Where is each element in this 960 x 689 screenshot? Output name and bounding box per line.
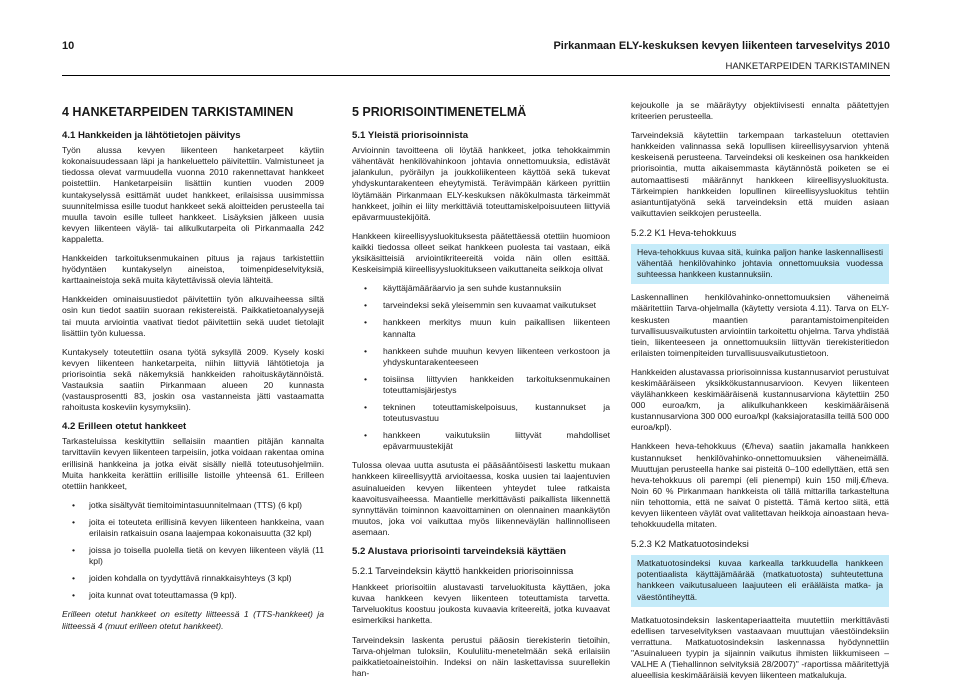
heading-5-2: 5.2 Alustava priorisointi tarveindeksiä käyttäen (352, 546, 566, 557)
heading-5-2-2: 5.2.2 K1 Heva-tehokkuus (631, 226, 737, 238)
heading-4-1: 4.1 Hankkeiden ja lähtötietojen päivitys (62, 130, 241, 142)
document-title: Pirkanmaan ELY-keskuksen kevyen liikenteen tarveselvitys 2010 (553, 40, 890, 52)
list-item: • käyttäjämääräarvio ja sen suhde kustannuksiin (383, 283, 610, 294)
paragraph: Laskennallinen henkilövahinko-onnettomuuksien väheneimä määritettiin Tarva-ohjelmalla (käytetty versiota 4.11). Tarva on ELY-keskusten maantien parantamistoimenpiteiden turvallisuusvaikutusten arviointiin tarkoitettu ohjelma. Tarva yhdistää tiein, liikenteeseen ja onnettomuuksiin liittyvän tierekisteritiedon erilaisten toimenpiteiden turvallisuusvaikutustietoon. (631, 292, 889, 358)
paragraph: Tarveindeksiä käytettiin tarkempaan tarkasteluun otettavien hankkeiden valinnassa sekä lopullisen kiireellisyysarvion yhtenä keskeisenä perusteena. Tarveindeksi oli keskeinen osa hankkeiden priorisointia, mutta aikaisemmasta käytännöstä poiketen se ei automaattisesti määrännyt hankkeen kiireellisyysluokitusta. Tärkeimpien hankkeiden lopullinen kiireellisyysluokitus tehtiin asiantuntijatyönä sekä tarveindeksin että muiden asiaan vaikuttavien seikkojen perusteella. (631, 130, 889, 218)
list-item: • hankkeen merkitys muun kuin paikallisen liikenteen kannalta (383, 317, 610, 339)
list-item: • hankkeen vaikutuksiin liittyvät mahdolliset epävarmuustekijät (383, 430, 610, 452)
page-number: 10 (62, 40, 75, 52)
paragraph: Hankkeiden tarkoituksenmukainen pituus ja rajaus tarkistettiin hyödyntäen kuntakyselyn aineistoa, toimenpideselvityksiä, karttaaineistoja sekä muita käytettävissä olevia lähteitä. (62, 253, 324, 286)
list-item: • toisiinsa liittyvien hankkeiden tarkoituksenmukainen toteuttamisjärjestys (383, 374, 610, 396)
list-item: • joissa jo toisella puolella tietä on kevyen liikenteen väylä (11 kpl) (89, 545, 324, 567)
paragraph: Hankkeen heva-tehokkuus (€/heva) saatiin jakamalla hankkeen kustannukset henkilövahinko-onnettomuuksien väheneimällä. Muuttujan perusteella hanke sai pisteitä 0–100 edellyttäen, että sen heva-tehokkuus oli parempi (eli pienempi) kuin 150 milj.€/heva. Noin 60 % Pirkanmaan hankkeista oli tällä mittarilla tarkasteltuna niin tehottomia, että ne saivat 0 pistettä. Tämä kertoo siitä, että kevyen liikenteen väylät ovat valitettavan heikkoja ainoastaan heva-tehokkuudella mitaten. (631, 441, 889, 530)
paragraph: kejoukolle ja se määräytyy objektiivisesti ennalta päätettyjen kriteerien perusteella. (631, 100, 889, 122)
heading-5-2-1: 5.2.1 Tarveindeksin käyttö hankkeiden priorisoinnissa (352, 565, 574, 577)
list-item: • joita ei toteuteta erillisinä kevyen liikenteen hankkeina, vaan erilaisin ratkaisuin osana laajempaa kokonaisuutta (32 kpl) (89, 517, 324, 539)
column-middle (352, 100, 610, 687)
heading-chapter-5: 5 PRIORISOINTIMENETELMÄ (352, 105, 527, 119)
paragraph: Hankkeen kiireellisyysluokituksesta päätettäessä otettiin huomioon kaikki tiedossa olleet seikat hankkeen puolesta tai vastaan, eikä yksikäsitteisiä arviointikriteereitä voida näin ollen esittää. Keskeisimpiä kiireellisyysluokitukseen vaikuttaneita seikkoja olivat (352, 230, 610, 275)
paragraph: Työn alussa kevyen liikenteen hanketarpeet käytiin kokonaisuudessaan läpi ja hankeluettelo päivitettiin. Valmistuneet ja tiedossa olevat varmuudella vuonna 2010 rakennettavat hankkeet poistettiin. Hanketarpeisiin lisättiin kuntien vuoden 2009 kuntakyselyssä esittämät uudet hankkeet, erilaisissa uusimmissa suunnitelmissa esille tuodut hankkeet sekä aloitteiden perusteella tai muulla tavoin esille tulleet hankkeet. Lisäyksien jälkeen uusia kevyen liikenteen väylä- tai alikulkutarpeita oli Pirkanmaalla 242 kappaletta. (62, 145, 324, 244)
paragraph: Hankkeiden ominaisuustiedot päivitettiin työn alkuvaiheessa siltä osin kun tiedot saatiin suoraan rekistereistä. Paikkatietoanalyysejä tai muuta arviointia vaativat tiedot päivitettiin sekä uudet tietolajit lisättiin työn kuluessa. (62, 294, 324, 338)
chapter-header: HANKETARPEIDEN TARKISTAMINEN (725, 61, 890, 72)
paragraph: Hankkeiden alustavassa priorisoinnissa kustannusarviot perustuivat keskimääräiseen yksikkökustannusarvioon. Kevyen liikenteen väylähankkeen keskimääräisenä kustannusarviona käytettiin 250 000 euroa/km, ja alikulkuhankkeen keskimääräisenä kustannusarviona 300 000 euroa/kpl (kaksiajoratasilla teillä 500 000 euroa/kpl). (631, 366, 889, 433)
paragraph: Arvioinnin tavoitteena oli löytää hankkeet, jotka tehokkaimmin vähentävät henkilövahinkoon johtavia onnettomuuksia, edistävät jalankulun, pyöräilyn ja joukkoliikenteen käyttöä sekä tukevat yhdyskuntarakenteen eheytymistä. Terävimpään kärkeen pyrittiin löytämään Pirkanmaan ELY-keskuksen näkökulmasta tärkeimmät hankkeet, joihin ei liity merkittäviä toteuttamiskelpoisuuteen liittyviä epävarmuustekijöitä. (352, 145, 610, 222)
column-left (62, 100, 324, 640)
highlight-box-heva: Heva-tehokkuus kuvaa sitä, kuinka paljon hanke laskennallisesti vähentää henkilövahinko johtavia onnettomuuksia vuodessa suhteessa hankkeen kustannuksiin. (631, 244, 889, 284)
heading-4-2: 4.2 Erilleen otetut hankkeet (62, 421, 187, 433)
column-right (631, 100, 889, 689)
list-item: • hankkeen suhde muuhun kevyen liikenteen verkostoon ja yhdyskuntarakenteeseen (383, 346, 610, 368)
header-rule (62, 75, 890, 76)
paragraph: Tulossa olevaa uutta asutusta ei pääsääntöisesti laskettu mukaan hankkeen kiireellisyyttä arvioitaessa, koska uusien tai laajentuvien asuinalueiden kevyen liikenteen yhteydet tulee ratkaista kaavoitusvaiheessa. Maantielle merkittävästi paikallista liikennettä synnyttävän toiminnon kaavoittaminen on olennainen maankäytön muutos, joka voi vaikuttaa myös liikenneväylän hallinnolliseen asemaan. (352, 460, 610, 537)
list-item: • jotka sisältyvät tiemitoimintasuunnitelmaan (TTS) (6 kpl) (89, 500, 324, 511)
heading-chapter-4: 4 HANKETARPEIDEN TARKISTAMINEN (62, 105, 294, 119)
list-item: • joiden kohdalla on tyydyttävä rinnakkaisyhteys (3 kpl) (89, 573, 324, 584)
highlight-box-matkatuotos: Matkatuotosindeksi kuvaa karkealla tarkkuudella hankkeen potentiaalista käyttäjämäärää (matkatuotosta) suhteutettuna hankkeen vaikutusalueen laajuuteen eli erääläista matka- ja väestöntiheyttä. (631, 555, 889, 606)
paragraph: Erilleen otetut hankkeet on esitetty liitteessä 1 (TTS-hankkeet) ja liitteessä 4 (muut erilleen otetut hankkeet). (62, 609, 324, 631)
heading-5-1: 5.1 Yleistä priorisoinnista (352, 130, 469, 142)
paragraph: Tarkasteluissa keskityttiin sellaisiin maantien pitäjän kannalta tarvittaviin kevyen liikenteen tarpeisiin, jotka voidaan rakentaa omina erillisinä hankkeina ja jotka eivät sisälly niellä toteutusohjelmiin. Muita hankkeita kerättiin erillisille listoille yhteensä 61. Erilleen otettiin hankkeet, (62, 436, 324, 491)
heading-5-2-3: 5.2.3 K2 Matkatuotosindeksi (631, 538, 749, 550)
list-item: • tarveindeksi sekä yleisemmin sen kuvaamat vaikutukset (383, 300, 610, 311)
list-item: • joita kunnat ovat toteuttamassa (9 kpl). (89, 590, 324, 601)
paragraph: Tarveindeksin laskenta perustui pääosin tierekisterin tietoihin, Tarva-ohjelman tuloksiin, Koululiitu-menetelmään sekä erilaisiin paikkatietoaineistoihin. Indeksi on näin laskettavissa suurellekin han- (352, 634, 610, 678)
paragraph: Hankkeet priorisoitiin alustavasti tarveluokitusta käyttäen, joka kuvaa hankkeen kevyen liikenteen toteuttamista tarvetta. Tarveluokitus koostuu joukosta kuvaavia kriteereitä, jotka kuvaavat esimerkiksi hanketta. (352, 582, 610, 626)
list-item: • tekninen toteuttamiskelpoisuus, kustannukset ja toteutusvastuu (383, 402, 610, 424)
paragraph: Matkatuotosindeksin laskentaperiaatteita muutettiin merkittävästi edellisen tarveselvityksen vastaavaan muuttujan väestöindeksiin verrattuna. Matkatuotosindeksin laskennassa hyödynnettiin "Asuinalueen tyypin ja sijainnin vaikutus ihmisten liikkumiseen – VALHE A (Tiehallinnon selvityksiä 28/2007)" -raportissa määritettyjä alueellisia keskimääräisiä kevyen liikenteen matkalukuja. (631, 614, 889, 681)
bullet-list (352, 283, 610, 452)
paragraph: Kuntakysely toteutettiin osana työtä syksyllä 2009. Kysely koski kevyen liikenteen hanketarpeita, niihin liittyviä lähtötietoja ja priorisointia sekä näkemyksiä hankkeiden rahoituskäytännöistä. Vastauksia saatiin Pirkanmaan alueen 20 kunnasta (vastausprosentti 83, joskin osa vastanneista jätti vastaamatta rahoitusta koskeviin kysymyksiin). (62, 346, 324, 413)
bullet-list (62, 500, 324, 602)
